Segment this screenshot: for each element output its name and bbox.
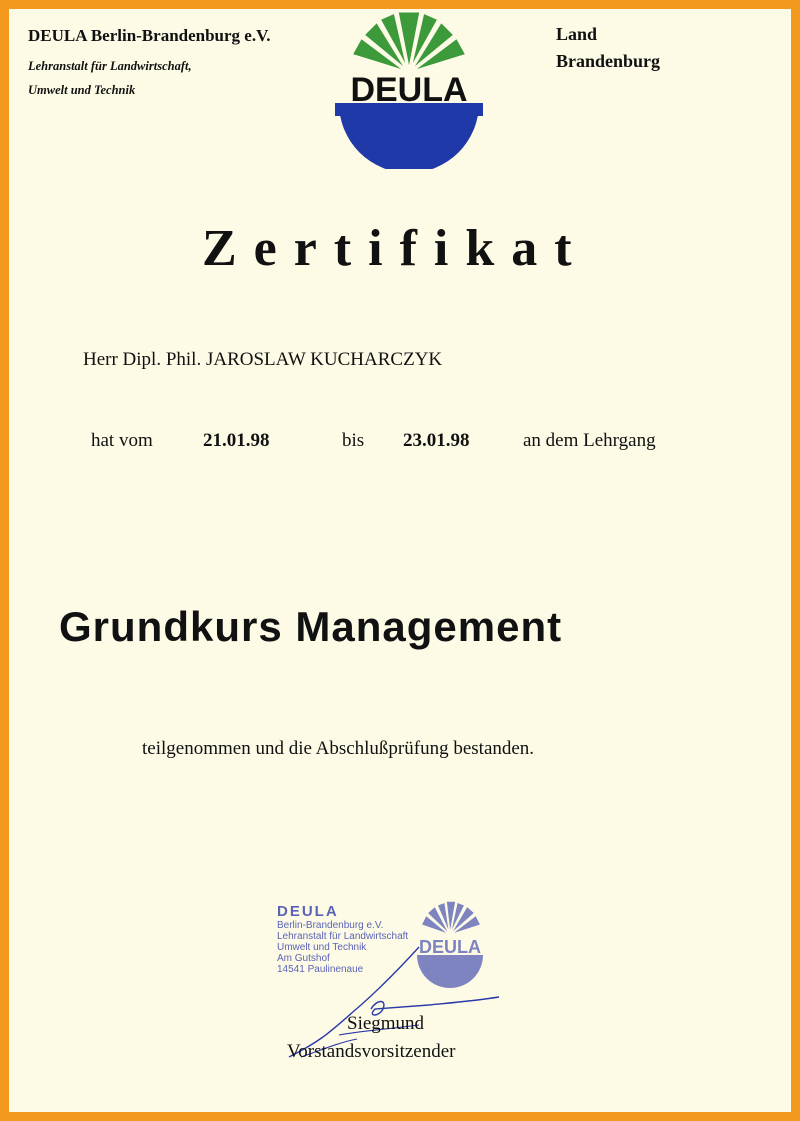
land-line1: Land: [556, 24, 598, 44]
certificate-title: Zertifikat: [202, 220, 589, 277]
stamp-line: 14541 Paulinenaue: [277, 964, 364, 975]
org-subtitle-line2: Umwelt und Technik: [28, 83, 136, 97]
date-to: 23.01.98: [403, 430, 470, 451]
logo-rays: [351, 11, 467, 73]
completion-statement: teilgenommen und die Abschlußprüfung bestanden.: [142, 738, 535, 759]
stamp-title: DEULA: [277, 903, 339, 920]
stamp-line: Lehranstalt für Landwirtschaft: [277, 931, 409, 942]
date-from: 21.01.98: [203, 430, 270, 451]
course-name: Grundkurs Management: [59, 603, 563, 650]
lehrgang-label: an dem Lehrgang: [523, 430, 656, 451]
recipient-name: Herr Dipl. Phil. JAROSLAW KUCHARCZYK: [83, 349, 443, 370]
stamp-line: Umwelt und Technik: [277, 942, 367, 953]
stamp-line: Berlin-Brandenburg e.V.: [277, 920, 384, 931]
stamp-logo-wordmark: DEULA: [419, 937, 481, 957]
org-name: DEULA Berlin-Brandenburg e.V.: [28, 26, 271, 45]
logo-gear: [335, 102, 483, 169]
signer-role: Vorstandsvorsitzender: [287, 1041, 456, 1062]
deula-logo: [321, 3, 497, 169]
land-line2: Brandenburg: [556, 51, 661, 71]
logo-wordmark: DEULA: [350, 71, 468, 109]
hat-vom-label: hat vom: [91, 430, 153, 451]
org-subtitle-line1: Lehranstalt für Landwirtschaft,: [28, 59, 192, 73]
signer-name: Siegmund: [347, 1013, 425, 1034]
stamp-line: Am Gutshof: [277, 953, 330, 964]
bis-label: bis: [342, 430, 365, 451]
